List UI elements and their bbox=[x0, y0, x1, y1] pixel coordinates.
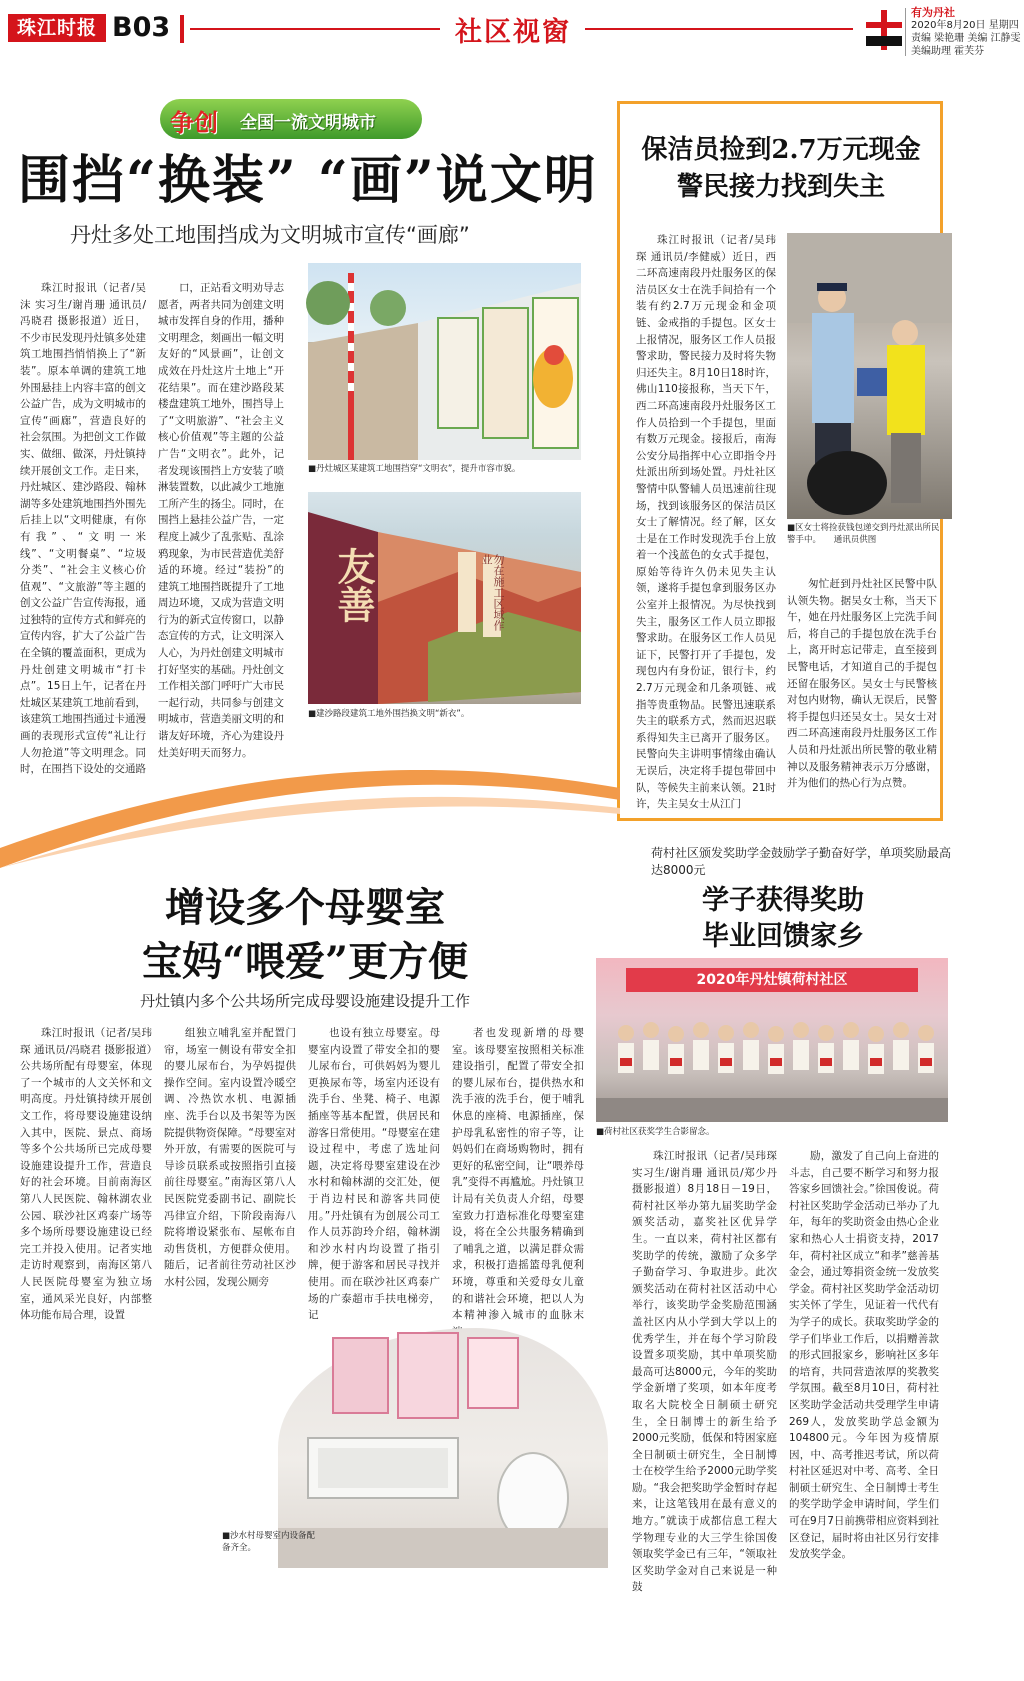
scholarship-column-2: 励，激发了自己向上奋进的斗志，自己要不断学习和努力报答家乡回馈社会。”徐国俊说。荷村社区奖助学金活动已举办了九年，每年的奖助资金由热心企业家和热心人士捐资支持，2017年，荷村社区成立“和孝”慈善基金会，通过筹捐资金统一发放奖学金。荷村社区奖助学金活动切实关怀了学生，见证着一代代有为学子的成长。获取奖助学金的学子们毕业工作后，以捐赠善款的形式回报家乡，影响社区多年的培育，共同营造浓厚的奖教奖学氛围。截至8月10日，荷村社区奖助学金活动共受理学生申请269人，发放奖助学总金额为104800元。今年因为疫情原因，中、高考推迟考试，所以荷村社区延迟对中考、高考、全日制硕士研究生、全日制博士考生的奖学助学金申请时间，学生们可在9月7日前携带相应资料到社区登记，届时将由社区另行安排发放奖学金。 bbox=[789, 1150, 939, 1561]
police-handover-illustration bbox=[787, 233, 952, 519]
article1-headline: 围挡“换装” “画”说文明 bbox=[18, 150, 598, 211]
township-logo-icon bbox=[862, 8, 906, 52]
cash-story-column-1: 珠江时报讯（记者/吴玮琛 通讯员/李健威）近日，西二环高速南段丹灶服务区的保洁员区女士在洗手间拾有一个装有约2.7万元现金和金项链、金戒指的手提包。区女士上报情况，服务区工作人员报警求助，警民接力及时将失物归还失主。8月10日18时许，佛山110接报称，当天下午，西二环高速南段丹灶服务区工作人员拾到一个手提包，里面有数万元现金。接报后，南海公安分局指挥中心立即指令丹灶派出所到场处置。丹灶社区警情中队警辅人员迅速前往现场，找到该服务区的保洁员区女士了解情况。经了解，区女士是在工作时发现洗手台上放着一个浅蓝色的女式手提包，原始等待许久仍未见失主认领，遂将手提包拿到服务区办公室并上报情况。为尽快找到失主，服务区工作人员立即报警求助。在服务区工作人员见证下，民警打开了手提包，发现包内有身份证，银行卡，约2.7万元现金和几条项链、戒指等贵重物品。民警迅速联系失主的联系方式，然而迟迟联系得知失主已离开了服务区。民警向失主讲明事情缘由确认无误后，决定将手提包带回中队，等候失主前来认领。21时许，失主吴女士从江门 bbox=[636, 234, 776, 811]
fence-photo-1-caption: ■丹灶城区某建筑工地围挡穿“文明衣”，提升市容市貌。 bbox=[308, 464, 521, 474]
students-photo-banner: 2020年丹灶镇荷村社区 bbox=[626, 968, 918, 992]
section-title: 社区视窗 bbox=[455, 17, 571, 48]
nursing-column-1: 珠江时报讯（记者/吴玮琛 通讯员/冯晓君 摄影报道）公共场所配有母婴室，体现了一个城市的人文关怀和文明高度。丹灶镇持续开展创文工作，将母婴设施建设纳入其中，医院、景点、商场等多个公共场所已完成母婴设施建设提升工作，营造良好的社会环境。目前南海区第八人民医院、翰林湖农业公园、联沙社区鸡泰广场等多个场所母婴设施建设已经完工并投入使用。记者实地走访时观察到，南海区第八人民医院母婴室为独立场室，通风采光良好，内部整体功能布局合理，设置 bbox=[20, 1027, 152, 1322]
editors-line: 责编 梁艳珊 美编 江静雯 bbox=[911, 33, 1021, 44]
article1-column-2: 口，正站看文明劝导志愿者，两者共同为创建文明城市发挥自身的作用，播种文明理念，刻画出一幅文明友好的“风景画”，让创文成效在丹灶这片土地上“开花结果”。而在建沙路段某楼盘建筑工地外，围挡导上了“文明旅游”、“社会主义核心价值观”等主题的公益广告“文明衣”。此外，记者发现该围挡上方安装了喷淋装置数，以此减少工地施工所产生的扬尘。同时，在围挡上悬挂公益广告，一定程度上减少了乱张贴、乱涂鸦现象，为市民营造优美舒适的环境。经过“装扮”的建筑工地围挡既提升了工地周边环境，又成为营造文明行为的新式宣传窗口，以静态宣传的方式，让文明深入人心，为丹灶创建文明城市打好坚实的基础。丹灶创文工作相关部门呼吁广大市民一起行动，共同参与创建文明城市，营造美丽文明的和谐友好环境，齐心为建设丹灶美好明天而努力。 bbox=[158, 282, 284, 759]
masthead bbox=[0, 0, 1024, 58]
nursing-subheadline: 丹灶镇内多个公共场所完成母婴设施建设提升工作 bbox=[139, 992, 470, 1010]
nursing-headline bbox=[0, 881, 610, 989]
nursing-column-3: 也设有独立母婴室。母婴室内设置了带安全扣的婴儿尿布台，可供妈妈为婴儿更换尿布等，场室内还设有洗手台、坐凳、椅子、电源插座等基本配置，供居民和游客日常使用。“母婴室在建设过程中，考虑了选址问题，决定将母婴室建设在沙水村和翰林湖的交汇处，便于肖边村民和游客共同使用。”丹灶镇有为创展公司工作人员苏韵玲介绍，翰林湖和沙水村内均设置了指引牌，便于游客和居民寻找并使用。而在联沙社区鸡泰广场的广泰超市手扶电梯旁，记 bbox=[308, 1027, 440, 1322]
newspaper-logo: 珠江时报 bbox=[8, 14, 106, 42]
police-handover-photo bbox=[787, 233, 952, 519]
article1-column-1: 珠江时报讯（记者/吴沫 实习生/谢肖珊 通讯员/冯晓君 摄影报道）近日，不少市民发现丹灶镇多处建筑工地围挡悄悄换上了“新装”。原本单调的建筑工地外围悬挂上内容丰富的创文公益广告，成为文明城市的宣传“画廊”，营造良好的社会氛围。为把创文工作做实、做细、做深，丹灶镇持续开展创文工作。走日来，丹灶城区、建沙路段、翰林湖等多处建筑地围挡外围先后挂上以“文明健康，有你有我”、“文明一米线”、“文明餐桌”、“垃圾分类”、“社会主义核心价值观”、“文旅游”等主题的创文公益广告宣传海报，通过独特的宣传方式和鲜亮的宣传内容，扩大了公益广告在全镇的覆盖面积，更成为丹灶创建文明城市“打卡点”。15日上午，记者在丹灶城区某建筑工地前看到，该建筑工地围挡通过卡通漫画的表现形式宣传“礼让行人勿抢道”等文明理念。同时，在围挡下设处的交通路 bbox=[20, 282, 146, 776]
scholarship-headline bbox=[618, 883, 948, 955]
nursing-photo-caption: ■沙水村母婴室内设备配备齐全。 bbox=[222, 1531, 316, 1553]
header-vertical-divider bbox=[905, 8, 906, 56]
scholarship-headline-line1: 学子获得奖助 bbox=[702, 885, 864, 916]
nursing-column-4: 者也发现新增的母婴室。该母婴室按照相关标准建设指引，配置了带安全扣的婴儿尿布台，提供热水和洗手液的洗手台，便于哺乳休息的座椅、电源插座，保护母乳私密性的帘子等，让妈妈们在商场购物时，拥有更好的私密空间，让“喂养母乳”变得不再尴尬。丹灶镇卫计局有关负责人介绍，母婴室致力打造标准化母婴室建设，将在全公共服务精确到了哺乳之道，以满足群众需求，积极打造摇篮母乳便利环境，尊重和关爱母女儿童的和谐社会环境，把以人为本精神渗入城市的血脉末 bbox=[452, 1027, 584, 1322]
header-slogan: 有为丹社 bbox=[911, 6, 955, 19]
header-rule-left bbox=[190, 28, 440, 30]
editors-assistant-line: 美编助理 霍芙芬 bbox=[911, 46, 985, 57]
students-group-photo bbox=[596, 958, 948, 1122]
campaign-banner bbox=[160, 99, 422, 139]
editor-block bbox=[911, 6, 1021, 58]
scholarship-kicker: 荷村社区颁发奖助学金鼓励学子勤奋好学，单项奖励最高达8000元 bbox=[651, 846, 952, 877]
article1-subheadline: 丹灶多处工地围挡成为文明城市宣传“画廊” bbox=[70, 223, 470, 247]
fence-photo-2 bbox=[308, 492, 581, 704]
cash-story-headline bbox=[622, 132, 940, 206]
page-number: B03 bbox=[112, 12, 171, 43]
campaign-text: 全国一流文明城市 bbox=[240, 113, 376, 133]
header-rule-right bbox=[585, 28, 853, 30]
nursing-room-photo bbox=[278, 1328, 608, 1568]
cash-story-headline-line2: 警民接力找到失主 bbox=[676, 172, 885, 202]
header-divider bbox=[180, 15, 184, 43]
scholarship-column-1: 珠江时报讯（记者/吴玮琛 实习生/谢肖珊 通讯员/郑少丹 摄影报道）8月18日－19日，荷村社区举办第九届奖助学金颁奖活动，嘉奖社区优异学生。一直以来，荷村社区都有奖助学的传统，激励了众多学子勤奋学习、争取进步。此次颁奖活动在荷村社区活动中心举行，该奖助学金奖励范围涵盖社区内从小学到大学以上的优秀学生，并在每个学习阶段设置多项奖励，其中单项奖励最高可达8000元，今年的奖助学金新增了奖项，如本年度考取名大院校全日制硕士研究生，全日制博士的新生给予2000元奖励，低保和特困家庭全日制硕士研究生，全日制博士在校学生给予2000元助学奖励。“我会把奖助学金暂时存起来，让这笔钱用在最有意义的地方。”就读于成都信息工程大学物理专业的大三学生徐国俊领取奖学金已有三年，“领取社区奖助学金对自己来说是一种鼓 bbox=[632, 1150, 777, 1594]
fence-photo-1 bbox=[308, 263, 581, 460]
fence-mural-side-text: 勿在施工区域作业 bbox=[480, 554, 505, 631]
nursing-room-illustration bbox=[278, 1328, 608, 1568]
nursing-headline-line2: 宝妈“喂爱”更方便 bbox=[141, 938, 468, 985]
campaign-mark: 争创 bbox=[170, 108, 218, 137]
date-line: 2020年8月20日 星期四 bbox=[911, 20, 1019, 31]
cash-story-column-2: 匆忙赶到丹灶社区民警中队认领失物。据吴女士称，当天下午，她在丹灶服务区上完洗手间后，将自己的手提包放在洗手台上，离开时忘记带走，直至接到民警电话，才知道自己的手提包还留在服务区。吴女士与民警核对包内财物，确认无误后，民警将手提包归还吴女士。吴女士对西二环高速南段丹灶服务区工作人员和丹灶派出所民警的敬业精神以及服务精神表示万分感谢，并为他们的热心行为点赞。 bbox=[787, 578, 937, 790]
students-photo-caption: ■荷村社区获奖学生合影留念。 bbox=[596, 1127, 715, 1137]
scholarship-headline-line2: 毕业回馈家乡 bbox=[702, 921, 864, 952]
nursing-column-2: 组独立哺乳室并配置门帘，场室一侧设有带安全扣的婴儿尿布台，为孕妈提供操作空间。室内设置冷暖空调、冷热饮水机、电源插座、洗手台以及书架等为医院提供物资保障。“母婴室对外开放，有需要的医院可与导诊员联系或按照指引直接前往母婴室。”南海区第八人民医院党委副书记、副院长冯律宣介绍，下阶段南海八院将增设紧张布、屋帐布自动售货机，方便群众使用。随后，记者前往劳动社区沙水村公园，发现公厕旁 bbox=[164, 1027, 296, 1288]
fence-street-illustration bbox=[308, 263, 581, 460]
students-group-illustration bbox=[596, 958, 948, 1122]
fence-mural-big-word: 友善 bbox=[331, 547, 376, 623]
cash-story-headline-line1: 保洁员捡到2.7万元现金 bbox=[641, 135, 921, 165]
nursing-headline-line1: 增设多个母婴室 bbox=[165, 884, 445, 931]
police-photo-caption: ■区女士将捡获钱包递交到丹灶派出所民警手中。 通讯员供图 bbox=[787, 523, 940, 545]
fence-photo-2-caption: ■建沙路段建筑工地外围挡换文明“新衣”。 bbox=[308, 709, 470, 719]
